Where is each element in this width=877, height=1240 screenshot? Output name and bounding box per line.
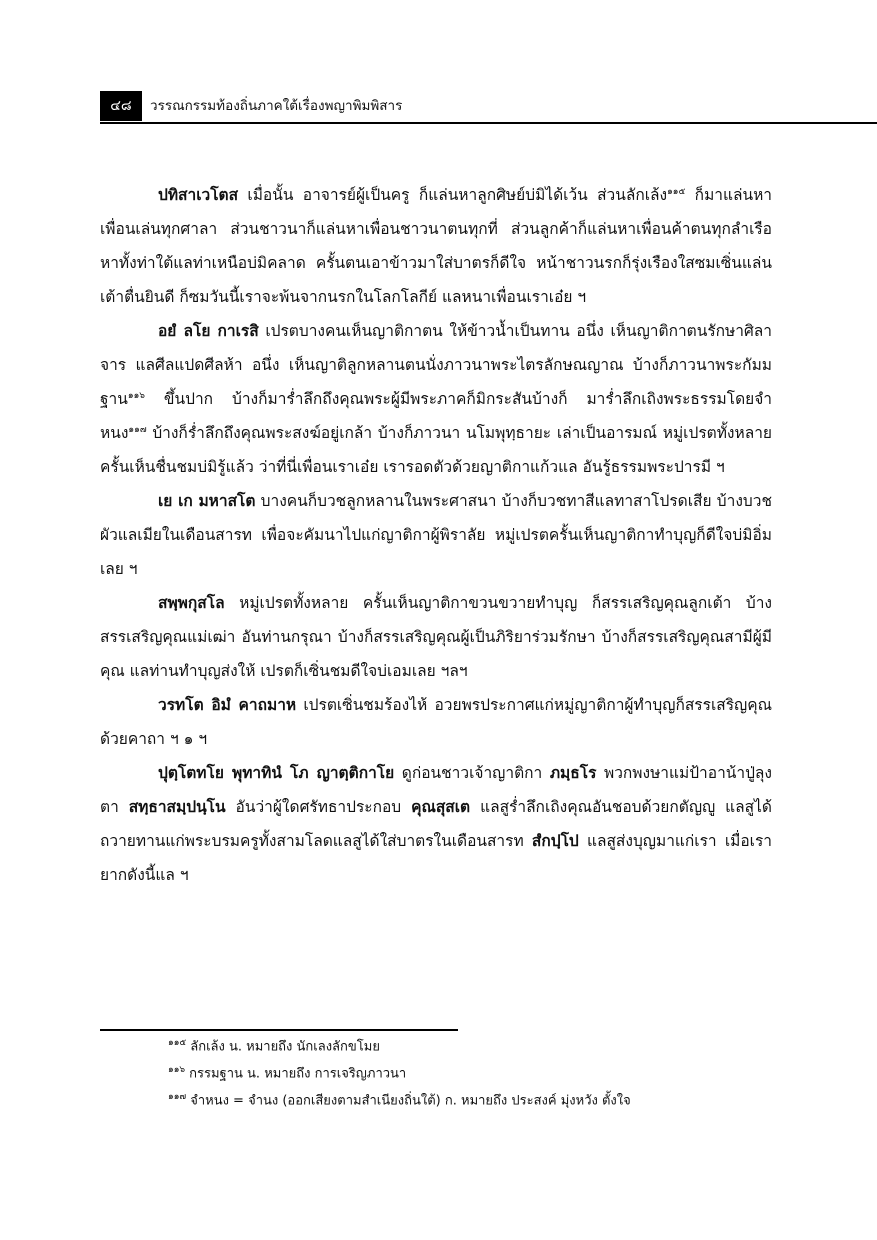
footnote bbox=[168, 1084, 808, 1111]
paragraph-text: ก็มาแล่นหาเพื่อนเล่นทุกศาลา ส่วนชาวนาก็แล่นหาเพื่อนชาวนาตนทุกที่ ส่วนลูกค้าก็แล่นหาเพื่อนค้าตนทุกลำเรือ หาทั้งท่าใต้แลท่าเหนือบ่มิคลาด ครั้นตนเอาข้าวมาใส่บาตรก็ดีใจ หน้าชาวนรกก็รุ่งเรืองใสซมเซิ่นแล่นเต้าตื่นยินดี ก็ซมวันนี้เราจะพ้นจากนรกในโลกโลกีย์ แลหนาเพื่อนเราเอ๋ย ฯ bbox=[100, 186, 772, 306]
paragraph-text: หมู่เปรตทั้งหลาย ครั้นเห็นญาติกาขวนขวายทำบุญ ก็สรรเสริญคุณลูกเต้า บ้างสรรเสริญคุณแม่เฒ่า อันท่านกรุณา บ้างก็สรรเสริญคุณผู้เป็นภิริยาร่วมรักษา บ้างก็สรรเสริญคุณสามีผู้มีคุณ แลท่านทำบุญส่งให้ เปรตก็เซิ่นชมดีใจบ่เอมเลย ฯลฯ bbox=[100, 594, 772, 680]
footnote-text: กรรมฐาน น. หมายถึง การเจริญภาวนา bbox=[189, 1066, 407, 1082]
footnote-text: จำหนง = จำนง (ออกเสียงตามสำเนียงถิ่นใต้) ก. หมายถึง ประสงค์ มุ่งหวัง ตั้งใจ bbox=[190, 1093, 631, 1109]
footnote bbox=[168, 1057, 808, 1084]
paragraph-text: แลสูร่ำลึกเถิงคุณอันชอบด้วยกตัญญู แลสูได้ถวายทานแก่พระบรมครูทั้งสามโลดแลสูได้ใส่บาตรในเดือนสารท bbox=[100, 798, 772, 850]
footnote-mark: ๑๑๕ bbox=[168, 1038, 187, 1048]
running-title: วรรณกรรมท้องถิ่นภาคใต้เรื่องพญาพิมพิสาร bbox=[150, 98, 403, 114]
pali-term: ภมฺธโร bbox=[549, 764, 597, 782]
paragraph-text: เมื่อนั้น อาจารย์ผู้เป็นครู ก็แล่นหาลูกศิษย์บ่มิได้เว้น ส่วนลักเล้ง bbox=[238, 186, 668, 204]
footnotes bbox=[168, 1030, 808, 1111]
paragraph-text: แลสูส่งบุญมาแก่เรา เมื่อเรายากดังนี้แล ฯ bbox=[100, 832, 772, 884]
page-header bbox=[100, 88, 877, 124]
header-rule bbox=[100, 122, 877, 124]
footnote bbox=[168, 1030, 808, 1057]
footnote-ref: ๑๑๗ bbox=[128, 424, 147, 435]
paragraph-text: พวกพงษาแม่ป้าอาน้าปู่ลุงตา bbox=[100, 764, 772, 816]
paragraph-text: ดูก่อนชาวเจ้าญาติกา bbox=[394, 764, 550, 782]
paragraph-text: ขึ้นปาก บ้างก็มาร่ำลึกถึงคุณพระผู้มีพระภาคก็มิกระสันบ้างก็ มาร่ำลึกเถิงพระธรรมโดยจำหนง bbox=[100, 390, 772, 442]
paragraph bbox=[100, 484, 772, 586]
paragraph-text: บางคนก็บวชลูกหลานในพระศาสนา บ้างก็บวชทาสีแลทาสาโปรดเสีย บ้างบวชผัวแลเมียในเดือนสารท เพื่อจะคัมนาไปแก่ญาติกาผู้พิราลัย หมู่เปรตครั้นเห็นญาติกาทำบุญก็ดีใจบ่มิอิ่มเลย ฯ bbox=[100, 492, 772, 578]
pali-term: สทฺธาสมฺปนฺโน bbox=[128, 798, 226, 816]
footnote-text: ลักเล้ง น. หมายถึง นักเลงลักขโมย bbox=[190, 1039, 380, 1055]
page-number: ๔๘ bbox=[100, 91, 142, 121]
footnote-mark: ๑๑๗ bbox=[168, 1092, 187, 1102]
pali-term: วรทโต อิมํ คาถมาห bbox=[158, 696, 297, 714]
paragraph bbox=[100, 314, 772, 484]
paragraph bbox=[100, 178, 772, 314]
pali-term: ปทิสาเวโตส bbox=[158, 186, 239, 204]
pali-term: ปุตฺโตทโย พุทาทินํ โภ ญาตฺติกาโย bbox=[158, 764, 395, 782]
paragraph-text: อันว่าผู้ใดศรัทธาประกอบ bbox=[225, 798, 412, 816]
paragraph bbox=[100, 586, 772, 688]
footnote-ref: ๑๑๕ bbox=[667, 186, 686, 197]
pali-term: คุณสุสเต bbox=[411, 798, 471, 816]
pali-term: อยํ ลโย กาเรสิ bbox=[158, 322, 259, 340]
body-text bbox=[100, 178, 772, 892]
pali-term: สพฺพกุสโล bbox=[158, 594, 225, 612]
paragraph bbox=[100, 756, 772, 892]
paragraph-text: เปรตเซิ่นชมร้องไห้ อวยพรประกาศแก่หมู่ญาติกาผู้ทำบุญก็สรรเสริญคุณด้วยคาถา ฯ ๑ ฯ bbox=[100, 696, 772, 748]
pali-term: เย เก มหาสโต bbox=[158, 492, 256, 510]
footnote-mark: ๑๑๖ bbox=[168, 1065, 186, 1075]
pali-term: สํกปฺโป bbox=[531, 832, 579, 850]
paragraph-text: เปรตบางคนเห็นญาติกาตน ให้ข้าวน้ำเป็นทาน อนึ่ง เห็นญาติกาตนรักษาศิลาจาร แลศีลแปดศีลห้า อนึ่ง เห็นญาติลูกหลานตนนั่งภาวนาพระไตรลักษณญาณ บ้างก็ภาวนาพระกัมมฐาน bbox=[100, 322, 772, 408]
footnote-ref: ๑๑๖ bbox=[127, 390, 145, 401]
paragraph-text: บ้างก็ร่ำลึกถึงคุณพระสงฆ์อยู่เกล้า บ้างก็ภาวนา นโมพุทฺธายะ เล่าเป็นอารมณ์ หมู่เปรตทั้งหลาย ครั้นเห็นชื่นชมบ่มิรู้แล้ว ว่าที่นี่เพื่อนเราเอ๋ย เรารอดตัวด้วยญาติกาแก้วแล อันรู้ธรรมพระปารมี ฯ bbox=[100, 424, 772, 476]
paragraph bbox=[100, 688, 772, 756]
